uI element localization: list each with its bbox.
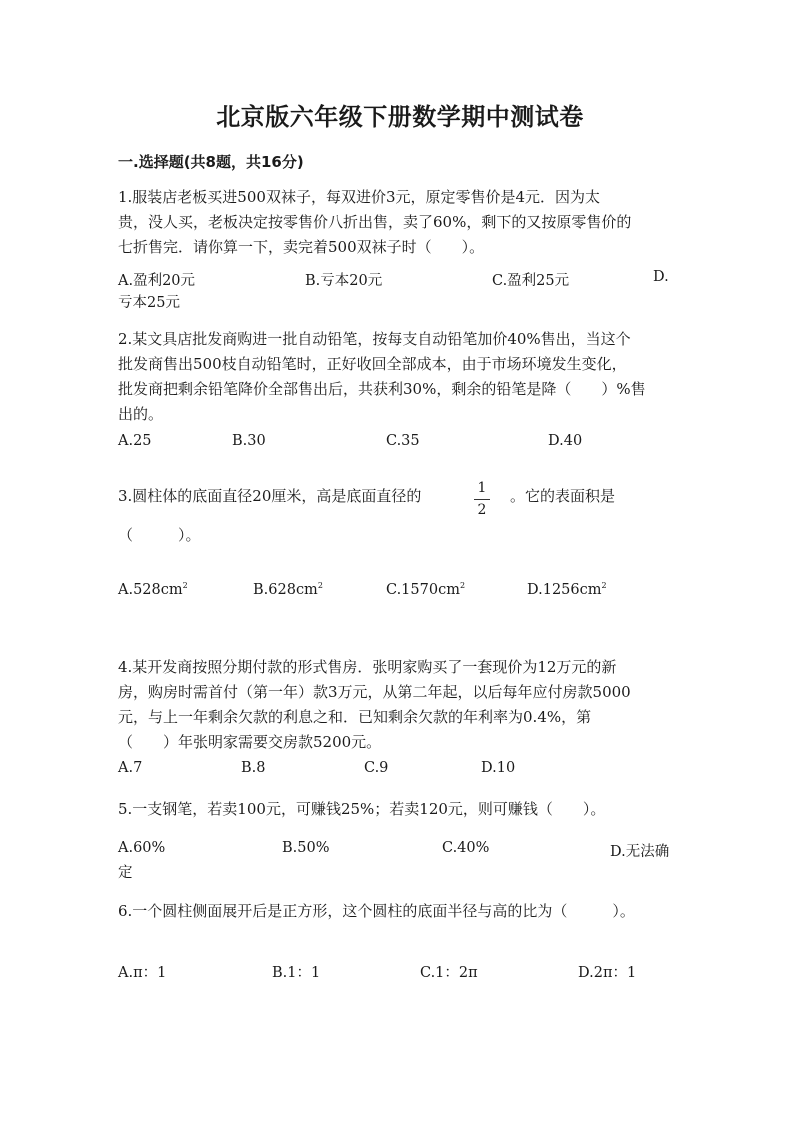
question-6-stem — [118, 899, 688, 924]
question-3-stem-part1: 3.圆柱体的底面直径20厘米，高是底面直径的 — [118, 487, 422, 505]
option-c[interactable]: C.9 — [364, 760, 389, 776]
option-c[interactable]: C.1：2π — [420, 965, 478, 981]
question-2-options — [118, 433, 688, 458]
option-c[interactable]: C.40% — [442, 840, 490, 856]
question-line: 房，购房时需首付（第一年）款3万元，从第二年起，以后每年应付房款5000 — [118, 683, 631, 701]
question-line: 批发商售出500枝自动铅笔时，正好收回全部成本，由于市场环境发生变化， — [118, 355, 627, 373]
question-3-stem-line2: （ ）。 — [118, 526, 201, 544]
option-text: C.1570cm — [386, 581, 460, 598]
option-d[interactable] — [527, 581, 607, 598]
question-line: 6.一个圆柱侧面展开后是正方形，这个圆柱的底面半径与高的比为（ ）。 — [118, 902, 635, 920]
page-title: 北京版六年级下册数学期中测试卷 — [216, 103, 584, 131]
question-line: 2.某文具店批发商购进一批自动铅笔，按每支自动铅笔加价40%售出，当这个 — [118, 330, 631, 348]
question-line: 贵，没人买，老板决定按零售价八折出售，卖了60%，剩下的又按原零售价的 — [118, 213, 632, 231]
question-line: 七折售完．请你算一下，卖完着500双袜子时（ ）。 — [118, 238, 485, 256]
question-line: 1.服装店老板买进500双袜子，每双进价3元，原定零售价是4元．因为太 — [118, 188, 601, 206]
option-a[interactable] — [118, 581, 188, 598]
question-4-options — [118, 760, 688, 785]
option-b[interactable]: B.50% — [282, 840, 330, 856]
question-5-options — [118, 840, 688, 865]
option-a[interactable]: A.60% — [118, 840, 166, 856]
unit-superscript: 2 — [601, 581, 607, 590]
option-c[interactable]: C.35 — [386, 433, 420, 449]
question-5-stem — [118, 797, 688, 822]
option-b[interactable]: B.30 — [232, 433, 266, 449]
question-line: 5.一支钢笔，若卖100元，可赚钱25%；若卖120元，则可赚钱（ ）。 — [118, 800, 606, 818]
question-2-stem — [118, 327, 688, 427]
option-a[interactable]: A.盈利20元 — [118, 273, 196, 289]
option-text: B.628cm — [253, 581, 318, 598]
question-3-options — [118, 581, 688, 606]
option-a[interactable]: A.25 — [118, 433, 152, 449]
option-b[interactable]: B.8 — [241, 760, 266, 776]
option-text: A.528cm — [118, 581, 183, 598]
unit-superscript: 2 — [459, 581, 466, 590]
option-d-continuation: 亏本25元 — [118, 295, 180, 311]
question-1-options — [118, 269, 688, 294]
option-d[interactable]: D. — [653, 269, 669, 285]
question-line: 4.某开发商按照分期付款的形式售房．张明家购买了一套现价为12万元的新 — [118, 658, 617, 676]
fraction-bar — [474, 499, 490, 500]
question-6-options — [118, 961, 688, 986]
fraction-denominator: 2 — [477, 502, 487, 518]
option-b[interactable]: B.亏本20元 — [305, 273, 383, 289]
unit-superscript: 2 — [317, 581, 323, 590]
option-c[interactable] — [386, 581, 465, 598]
option-d[interactable]: D.40 — [548, 433, 583, 449]
option-c[interactable]: C.盈利25元 — [492, 273, 570, 289]
question-line: 元，与上一年剩余欠款的利息之和．已知剩余欠款的年利率为0.4%，第 — [118, 708, 592, 726]
option-a[interactable]: A.7 — [118, 760, 143, 776]
option-d[interactable]: D.无法确 — [610, 844, 670, 860]
option-d[interactable]: D.2π：1 — [578, 965, 637, 981]
question-line: 出的。 — [118, 405, 164, 423]
unit-superscript: 2 — [182, 581, 188, 590]
option-b[interactable] — [253, 581, 323, 598]
question-line: 批发商把剩余铅笔降价全部售出后，共获利30%，剩余的铅笔是降（ ）%售 — [118, 380, 646, 398]
option-text: D.1256cm — [527, 581, 602, 598]
question-3-stem-part2: 。它的表面积是 — [510, 487, 616, 505]
option-d-continuation: 定 — [118, 865, 133, 881]
fraction-numerator: 1 — [477, 480, 487, 496]
section-heading: 一.选择题(共8题，共16分) — [118, 153, 304, 171]
fraction-one-half — [470, 480, 494, 519]
option-b[interactable]: B.1：1 — [272, 965, 321, 981]
option-a[interactable]: A.π：1 — [118, 965, 167, 981]
question-line: （ ）年张明家需要交房款5200元。 — [118, 733, 382, 751]
option-d[interactable]: D.10 — [481, 760, 516, 776]
question-1-stem — [118, 185, 688, 260]
question-4-stem — [118, 655, 688, 755]
